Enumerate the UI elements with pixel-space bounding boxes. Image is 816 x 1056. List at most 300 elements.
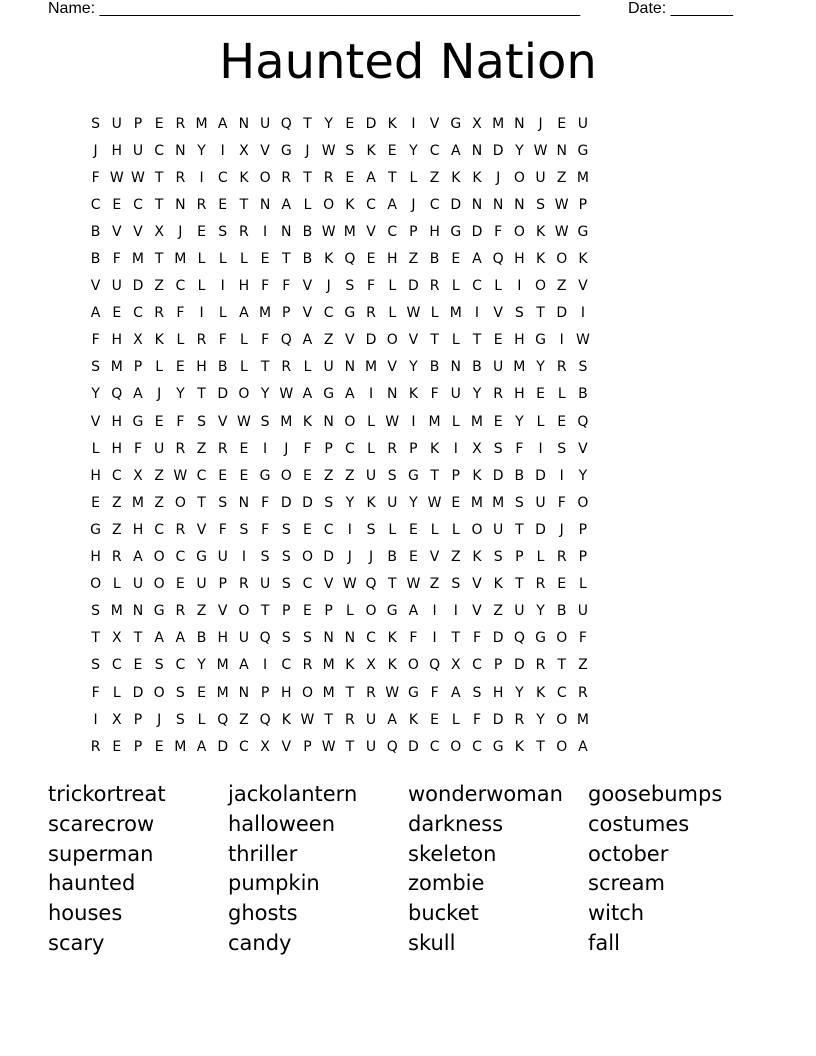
grid-letter: L [218,251,227,268]
grid-row [85,110,735,137]
grid-letter: V [260,142,270,159]
grid-letter: C [366,630,376,647]
grid-letter: Y [91,386,100,403]
grid-letter: I [432,630,437,647]
grid-letter: A [133,386,143,403]
grid-letter: K [408,386,418,403]
grid-letter: W [385,684,400,701]
grid-letter: C [154,521,165,538]
grid-letter: N [259,196,271,213]
grid-letter: O [323,196,335,213]
word-list-item: darkness [408,811,504,836]
grid-letter: O [386,332,398,349]
grid-letter: T [324,711,333,728]
grid-letter: S [260,413,270,430]
grid-letter: B [429,251,440,268]
grid-letter: R [578,684,588,701]
grid-letter: C [111,467,122,484]
grid-letter: I [263,657,268,674]
grid-letter: Y [536,359,545,376]
grid-letter: K [535,251,546,268]
grid-letter: Z [154,278,164,295]
grid-letter: T [282,251,291,268]
grid-letter: F [91,169,100,186]
grid-letter: N [175,142,186,159]
grid-letter: E [91,494,101,511]
grid-row [85,489,735,516]
grid-letter: Z [345,467,355,484]
grid-letter: N [471,142,483,159]
grid-letter: E [303,521,312,538]
grid-letter: N [556,142,567,159]
grid-letter: B [217,359,228,376]
grid-letter: L [112,576,121,593]
grid-letter: P [218,576,227,593]
word-list-item: costumes [588,811,690,836]
grid-letter: C [239,738,249,755]
grid-letter: U [577,603,589,620]
grid-letter: S [281,549,291,566]
grid-row [85,652,735,679]
grid-letter: I [263,440,268,457]
grid-letter: B [472,359,482,376]
grid-letter: V [196,521,207,538]
grid-letter: O [556,711,568,728]
grid-letter: D [365,115,377,132]
grid-letter: U [577,115,589,132]
grid-letter: E [260,251,270,268]
grid-letter: C [133,196,143,213]
grid-letter: I [559,467,564,484]
grid-letter: P [260,684,270,701]
grid-letter: S [324,494,334,511]
grid-letter: J [157,711,162,728]
grid-letter: S [493,549,503,566]
grid-letter: F [91,332,100,349]
grid-letter: W [173,467,188,484]
grid-letter: H [514,251,525,268]
grid-row [85,300,735,327]
grid-letter: W [406,305,421,322]
grid-letter: K [493,576,503,593]
grid-letter: Y [345,494,355,511]
grid-letter: W [279,386,294,403]
grid-letter: K [451,169,461,186]
grid-letter: T [154,169,164,186]
grid-letter: E [112,305,122,322]
grid-letter: O [513,223,525,240]
grid-letter: G [280,142,292,159]
grid-letter: N [514,196,525,213]
grid-letter: L [345,603,354,620]
grid-letter: V [281,738,292,755]
grid-letter: M [322,657,335,674]
grid-letter: G [535,630,546,647]
grid-letter: D [492,711,504,728]
grid-letter: L [409,169,418,186]
grid-letter: F [282,278,291,295]
grid-letter: K [345,657,355,674]
grid-letter: S [281,521,291,538]
grid-letter: U [493,359,504,376]
grid-letter: A [90,305,101,322]
grid-letter: E [345,169,355,186]
grid-letter: R [366,684,376,701]
grid-letter: V [429,549,440,566]
grid-row [85,733,735,760]
grid-row [85,245,735,272]
grid-letter: D [365,332,377,349]
grid-letter: R [535,657,546,674]
grid-letter: M [492,115,505,132]
grid-letter: J [411,196,416,213]
grid-letter: W [385,413,400,430]
grid-letter: L [579,576,587,593]
grid-letter: A [345,386,355,403]
grid-letter: R [366,305,376,322]
grid-row [85,625,735,652]
grid-letter: Y [409,359,418,376]
grid-letter: F [494,223,503,240]
grid-letter: P [451,467,460,484]
grid-letter: K [472,549,482,566]
grid-letter: E [430,711,440,728]
grid-letter: R [387,440,398,457]
grid-letter: Y [515,142,524,159]
grid-letter: U [196,576,207,593]
grid-letter: I [199,305,204,322]
grid-letter: U [535,494,546,511]
grid-letter: V [217,413,228,430]
grid-letter: Z [196,440,207,457]
grid-letter: I [559,332,564,349]
word-list-item: scary [48,930,105,955]
grid-letter: C [302,576,313,593]
grid-letter: F [91,684,100,701]
grid-letter: S [472,684,482,701]
grid-letter: K [324,251,334,268]
grid-letter: G [132,413,144,430]
grid-letter: F [557,494,566,511]
grid-letter: A [133,549,143,566]
grid-letter: H [90,549,101,566]
grid-letter: N [492,196,504,213]
grid-letter: P [133,711,143,728]
grid-letter: K [514,738,524,755]
grid-row [85,137,735,164]
grid-letter: C [366,196,376,213]
grid-letter: O [153,549,165,566]
grid-letter: N [175,196,186,213]
grid-letter: S [514,494,524,511]
grid-row [85,435,735,462]
grid-letter: A [408,603,419,620]
grid-letter: C [323,305,334,322]
grid-letter: L [451,278,460,295]
grid-letter: N [344,359,356,376]
grid-letter: U [514,603,525,620]
grid-row [85,706,735,733]
grid-letter: T [303,169,312,186]
grid-letter: L [176,332,185,349]
grid-letter: D [450,196,462,213]
grid-letter: E [154,738,164,755]
grid-letter: R [154,305,165,322]
grid-letter: V [578,278,588,295]
grid-letter: T [260,359,270,376]
grid-letter: E [218,467,228,484]
grid-letter: R [175,521,186,538]
grid-letter: A [175,630,186,647]
grid-letter: V [90,278,101,295]
grid-letter: O [90,576,102,593]
grid-letter: K [345,196,355,213]
grid-letter: T [451,630,461,647]
grid-letter: W [533,142,548,159]
grid-letter: K [408,711,418,728]
grid-letter: A [239,657,249,674]
grid-letter: H [281,684,292,701]
grid-letter: F [303,440,312,457]
grid-letter: O [407,657,419,674]
grid-letter: L [367,413,375,430]
grid-letter: Z [429,576,440,593]
grid-letter: R [556,359,567,376]
grid-letter: F [515,440,524,457]
grid-letter: S [557,440,567,457]
grid-letter: U [365,711,377,728]
grid-letter: I [368,386,374,403]
grid-letter: J [496,169,501,186]
grid-letter: P [324,603,333,620]
grid-letter: J [347,549,352,566]
grid-letter: X [111,630,122,647]
grid-letter: O [280,467,292,484]
grid-letter: E [197,684,206,701]
grid-letter: L [197,711,206,728]
grid-letter: E [451,494,461,511]
word-list-item: halloween [228,811,336,836]
grid-letter: B [514,467,525,484]
grid-letter: K [472,169,482,186]
grid-letter: F [176,305,185,322]
grid-letter: T [345,684,355,701]
grid-letter: H [386,251,398,268]
grid-letter: K [281,711,291,728]
grid-letter: M [280,413,293,430]
grid-letter: M [110,603,123,620]
grid-letter: M [216,684,229,701]
grid-letter: M [470,413,484,430]
grid-letter: S [281,576,291,593]
grid-letter: B [196,630,207,647]
grid-row [85,218,735,245]
grid-letter: E [112,196,122,213]
grid-letter: C [196,467,207,484]
grid-letter: T [239,196,249,213]
grid-letter: Q [280,332,292,349]
grid-letter: W [236,413,251,430]
grid-letter: N [132,603,144,620]
grid-letter: T [154,196,164,213]
grid-letter: M [343,223,356,240]
grid-letter: Y [197,142,206,159]
grid-letter: W [406,576,421,593]
grid-letter: G [323,386,335,403]
grid-letter: E [408,521,418,538]
grid-letter: L [91,440,100,457]
grid-letter: A [302,386,313,403]
grid-letter: E [175,359,185,376]
grid-letter: Z [111,521,122,538]
grid-letter: L [388,521,397,538]
grid-letter: Y [472,386,482,403]
grid-letter: S [175,684,185,701]
grid-letter: C [133,305,143,322]
grid-row [85,544,735,571]
name-field-label[interactable]: Name: ______________________________________________________ [48,0,581,17]
grid-letter: D [132,684,144,701]
grid-letter: O [513,169,525,186]
grid-letter: G [153,603,165,620]
grid-letter: V [217,603,228,620]
grid-letter: V [302,278,313,295]
grid-letter: T [154,251,164,268]
grid-letter: H [238,278,250,295]
grid-letter: U [493,521,504,538]
grid-letter: U [535,169,546,186]
word-list-item: skull [408,930,456,955]
grid-letter: C [387,223,398,240]
grid-letter: G [492,738,504,755]
grid-letter: S [345,278,355,295]
grid-row [85,462,735,489]
grid-letter: T [536,738,545,755]
grid-letter: R [344,711,355,728]
grid-letter: H [514,386,525,403]
grid-letter: U [132,142,144,159]
grid-letter: F [112,251,121,268]
grid-letter: P [493,657,503,674]
word-list-item: houses [48,901,123,926]
grid-letter: G [344,305,356,322]
grid-letter: N [238,494,250,511]
grid-letter: T [345,738,355,755]
grid-letter: R [196,196,207,213]
grid-letter: L [240,251,248,268]
header [48,0,748,20]
grid-letter: S [345,142,355,159]
grid-letter: O [556,630,568,647]
grid-letter: O [153,684,165,701]
grid-letter: B [90,223,101,240]
grid-letter: G [259,467,271,484]
grid-letter: X [472,440,482,457]
grid-letter: Y [536,603,545,620]
grid-letter: P [133,115,143,132]
grid-letter: H [132,521,144,538]
grid-letter: Q [577,413,589,430]
grid-letter: V [408,332,419,349]
grid-letter: C [175,278,186,295]
grid-letter: E [493,413,503,430]
grid-letter: T [91,630,100,647]
grid-letter: P [578,521,588,538]
grid-letter: L [240,359,248,376]
grid-letter: I [220,278,225,295]
grid-letter: F [367,278,376,295]
grid-letter: F [472,630,481,647]
grid-letter: V [366,223,376,240]
grid-letter: X [450,657,461,674]
grid-letter: W [300,711,315,728]
grid-letter: P [515,549,524,566]
grid-letter: R [556,549,567,566]
grid-letter: R [239,576,249,593]
grid-letter: E [345,115,355,132]
grid-letter: R [175,115,186,132]
grid-letter: I [411,115,416,132]
grid-letter: C [217,169,228,186]
grid-letter: C [556,684,567,701]
grid-letter: Z [556,278,567,295]
grid-letter: M [470,494,484,511]
grid-letter: T [430,467,439,484]
word-list-item: jackolantern [228,782,358,806]
grid-letter: O [556,251,568,268]
grid-letter: C [111,657,122,674]
grid-letter: N [323,413,334,430]
grid-letter: E [239,467,249,484]
grid-letter: Q [386,738,398,755]
grid-letter: D [408,278,419,295]
grid-letter: T [515,576,524,593]
grid-letter: C [281,657,292,674]
grid-letter: S [366,521,376,538]
grid-letter: O [238,386,250,403]
grid-letter: Y [578,467,588,484]
grid-letter: S [91,603,101,620]
grid-letter: Y [515,684,524,701]
grid-letter: O [365,603,377,620]
grid-letter: C [472,657,482,674]
grid-letter: A [387,711,397,728]
grid-letter: J [538,115,543,132]
grid-letter: I [411,413,416,430]
date-field-label[interactable]: Date: _______ [628,0,733,17]
grid-letter: A [450,684,461,701]
grid-letter: G [450,223,462,240]
grid-letter: S [303,630,312,647]
grid-letter: C [90,196,101,213]
grid-letter: S [536,196,545,213]
grid-letter: M [428,413,441,430]
grid-letter: I [453,440,458,457]
grid-letter: J [326,278,331,295]
grid-letter: B [578,386,588,403]
grid-letter: B [556,603,567,620]
grid-letter: O [238,603,250,620]
grid-letter: U [259,115,271,132]
grid-letter: L [303,359,312,376]
grid-letter: D [535,467,546,484]
grid-letter: Q [217,711,229,728]
grid-letter: D [492,467,504,484]
grid-letter: S [387,467,397,484]
grid-letter: E [112,738,122,755]
grid-letter: E [493,332,503,349]
grid-letter: C [175,657,186,674]
